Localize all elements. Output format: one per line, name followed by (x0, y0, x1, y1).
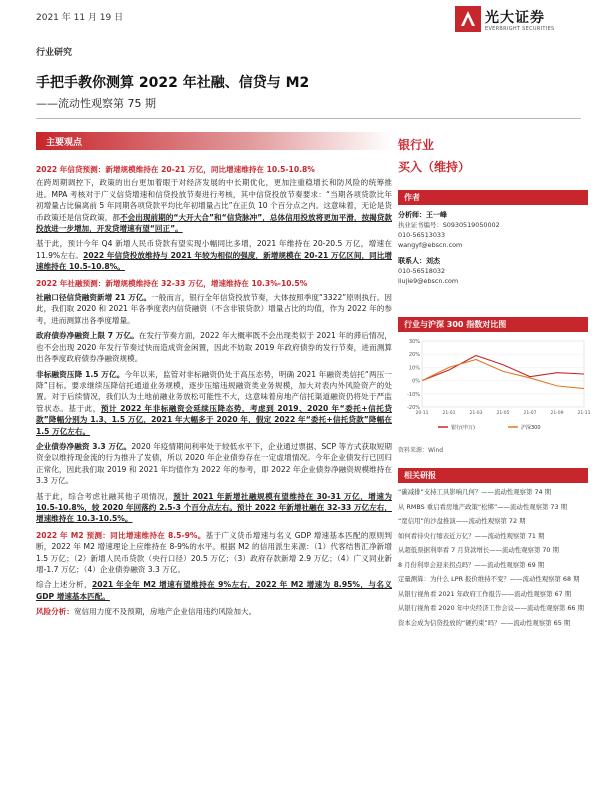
x-tick-label: 21-01 (442, 411, 456, 416)
y-tick-label: 20% (408, 352, 420, 359)
contact-phone: 010-56518032 (398, 267, 446, 275)
credit-forecast-heading: 2022 年信贷预测：新增规模维持在 20-21 万亿，同比增速维持在 10.5-10.8% (36, 165, 315, 174)
analyst-name: 分析师：王一峰 (398, 211, 447, 219)
paragraph (36, 177, 392, 234)
legend-label: 银行(申万) (451, 425, 475, 431)
text: 一般而言，银行全年信贷投放节奏，大体按照季度“3322”原则执行。因此，我们取 2020 和 2021 年各季度表内信贷融资（不含非银贷款）增量占比的均值，作为 2022 年的参考，进而测算出各季度增量。 (36, 293, 392, 325)
text-emphasis: 预计 2022 年非标融资会延续压降态势，考虑到 2019、2020 年“委托+信托贷款”降幅分别为 1.3、1.5 万亿，2021 年大幅多于 2020 年，假定 2022 年“委托+信托贷款”降幅在 1.5 万亿左右。 (36, 403, 392, 436)
x-tick-label: 21-07 (523, 411, 537, 416)
x-tick-label: 21-05 (496, 411, 510, 416)
analyst-email[interactable]: wangyf@ebscn.com (398, 241, 463, 249)
text-emphasis: 2021 年全年 M2 增速有望维持在 9%左右，2022 年 M2 增速为 8.95%，与名义 GDP 增速基本匹配。 (36, 580, 392, 601)
paragraph (36, 369, 392, 437)
text-bold: 政府债券净融资上限 7 万亿。 (36, 331, 139, 341)
text: 宽信用力度不及预期，房地产企业信用违约风险加大。 (73, 607, 257, 617)
text-bold: 企业债券净融资 3.3 万亿。 (36, 441, 132, 451)
paragraph (36, 238, 392, 272)
series-line-csi300 (422, 359, 584, 388)
text: 在发行节奏方面，2022 年大概率既不会出现类似于 2021 年的滞后情况，也不会出现 2020 年发行节奏过快而造成资金闲置，因此不妨取 2019 年政府债券的发行节奏，进而测算出各季度政府债券净融资规模。 (36, 331, 392, 364)
contact-email[interactable]: liujie9@ebscn.com (398, 277, 459, 285)
related-bar (398, 468, 588, 483)
m2-forecast-heading: 2022 年 M2 预测：同比增速维持在 8.5-9%。 (36, 530, 206, 540)
related-label: 相关研报 (404, 471, 436, 480)
paragraph (36, 441, 392, 487)
contact-name: 联系人：刘杰 (398, 257, 440, 265)
related-report-link[interactable]: 定量测算：为什么 LPR 报价维持不变？——流动性观察第 68 期 (398, 575, 580, 583)
related-reports-list (398, 488, 588, 633)
title-divider (36, 118, 581, 119)
key-points-body (36, 164, 392, 618)
related-report-link[interactable]: 从银行视角看 2021 年政府工作报告——流动性观察第 67 期 (398, 589, 572, 598)
text-emphasis: 2022 年信贷投放维持与 2021 年较为相似的强度，新增规模在 20-21 万亿区间，同比增速维持在 10.5-10.8%。 (36, 250, 392, 272)
related-report-link[interactable]: “碳减排”支持工具影响几何？——流动性观察第 74 期 (398, 488, 552, 496)
x-tick-label: 20-11 (415, 411, 429, 416)
authors-bar (398, 190, 588, 205)
related-report-link[interactable]: 从 RMBS 重启看房地产政策“松绑”——流动性观察第 73 期 (398, 502, 567, 511)
brand-logo (455, 6, 585, 40)
page-title: 手把手教你测算 2022 年社融、信贷与 M2 (36, 75, 310, 91)
paragraph (36, 292, 392, 326)
brand-name-en: EVERBRIGHT SECURITIES (485, 26, 555, 32)
rating-label: 买入（维持） (398, 160, 471, 174)
report-section: 行业研究 (36, 48, 73, 58)
authors-label: 作者 (404, 193, 420, 202)
text-emphasis: 预计 2021 年新增社融规模有望维持在 30-31 万亿，增速为 10.5-10.8%，较 2020 年回落约 2.5-3 个百分点左右。预计 2022 年新增社融在 32-33 万亿左右，增速维持在 10.3-10.5%。 (36, 491, 392, 524)
y-tick-label: 30% (408, 339, 420, 345)
paragraph (36, 530, 392, 576)
related-report-link[interactable]: “宽信用”的沙盘推演——流动性观察第 72 期 (398, 517, 526, 525)
plot-frame (422, 341, 584, 407)
risk-heading: 风险分析： (36, 607, 74, 617)
text-bold: 社融口径信贷融资新增 21 万亿。 (36, 293, 152, 303)
key-points-label: 主要观点 (46, 138, 83, 148)
chart-label: 行业与沪深 300 指数对比图 (404, 320, 507, 329)
y-tick-label: -20% (407, 405, 420, 411)
text: 基于此，预计今年 Q4 新增人民币贷款有望实现小幅同比多增，2021 年维持在 20-20.5 万亿，增速在 11.9%左右。 (36, 239, 392, 260)
report-date: 2021 年 11 月 19 日 (36, 13, 124, 23)
related-report-link[interactable]: 如何看待央行缩表近万亿？——流动性观察第 71 期 (398, 531, 545, 540)
author-info (398, 210, 588, 286)
paragraph (36, 491, 392, 525)
series-line-bank (422, 356, 584, 381)
y-tick-label: -10% (407, 391, 420, 398)
text: 基于此，综合考虑社融其他子项情况， (36, 491, 174, 501)
y-tick-label: 10% (408, 365, 420, 372)
performance-chart (398, 335, 591, 435)
chart-bar (398, 317, 588, 332)
text-bold: 非标融资压降 1.5 万亿。 (36, 369, 125, 379)
analyst-cert: 执业证书编号：S0930519050002 (398, 221, 500, 229)
related-report-link[interactable]: 资本会成为信贷投放的“硬约束”吗？——流动性观察第 65 期 (398, 618, 571, 627)
x-tick-label: 21-11 (577, 411, 591, 416)
related-report-link[interactable]: 8 月份利率会迎来拐点吗？——流动性观察第 69 期 (398, 560, 545, 569)
related-report-link[interactable]: 从银行视角看 2020 年中央经济工作会议——流动性观察第 66 期 (398, 604, 584, 612)
paragraph (36, 330, 392, 364)
brand-name: 光大证券 (485, 10, 545, 26)
text: 在跨周期调控下，政策的出台更加着眼于对经济发展的中长期优化，更加注重稳增长和防风险的统筹推进。MPA 考核对于广义信贷增速和信贷投放节奏进行考核，其中信贷投放节奏要求：“当期各项贷款比年初增量占比偏离前 5 年同期各项贷款平均比年初增量占比”在正负 10 个百分点之内。这意味着，无论是货币政策还是信贷政策，都 (36, 178, 392, 222)
y-tick-label: 0% (412, 378, 420, 385)
paragraph (36, 606, 392, 617)
key-points-header (36, 132, 392, 150)
chart-source: 资料来源：Wind (398, 447, 444, 454)
x-tick-label: 21-09 (550, 411, 564, 416)
everbright-logo-icon (455, 6, 481, 32)
text-emphasis: 不会出现前期的“大开大合”和“信贷脉冲”，总体信用投放将更加平滑，按揭贷款投放进一步增加，开发贷增速有望“回正”。 (36, 212, 392, 234)
related-report-link[interactable]: 从超低票据利率看 7 月贷款增长——流动性观察第 70 期 (398, 546, 559, 554)
analyst-phone: 010-56513033 (398, 231, 446, 239)
industry-name: 银行业 (398, 138, 435, 152)
x-tick-label: 21-03 (469, 411, 483, 416)
page-subtitle: ——流动性观察第 75 期 (36, 97, 156, 110)
text: 2020 年疫情期间利率处于较低水平下，企业通过票据、SCP 等方式获取短期资金以维持现金流的行为推升了发债，所以 2020 年企业债券存在一定虚增情况。今年企业债发行已回归正常化，因此我们取 2019 和 2021 年均值作为 2022 年的参考，即 2022 年企业债券净融资规模维持在 3.3 万亿。 (36, 441, 392, 486)
paragraph (36, 579, 392, 602)
text: 综合上述分析， (36, 580, 92, 590)
text: 基于广义货币增速与名义 GDP 增速基本匹配的原则判断，2022 年 M2 增速理论上应维持在 8-9%的水平。根据 M2 的信用派生来源：（1）代客结售汇净新增 1.5 万亿；（2）新增人民币贷款（央行口径）20.5 万亿；（3）政府存款新增 2.9 万亿；（4）广义同业新增-1.7 万亿；（4）企业债券融资 3.3 万亿。 (36, 530, 392, 574)
social-finance-heading: 2022 年社融预测：新增规模维持在 32-33 万亿，增速维持在 10.3%-10.5% (36, 278, 308, 288)
legend-label: 沪深300 (521, 425, 541, 431)
text: 今年以来，监管对非标融资仍处于高压态势，明确 2021 年融资类信托“两压一降”目标。要求继续压降信托通道业务规模，逐步压缩违规融资类业务规模，加大对表内外风险资产的处置。对于后续情况，我们认为土地前融业务放松可能性不大，这意味着房地产信托渠道融资仍将处于严监管状态。基于此， (36, 369, 392, 413)
